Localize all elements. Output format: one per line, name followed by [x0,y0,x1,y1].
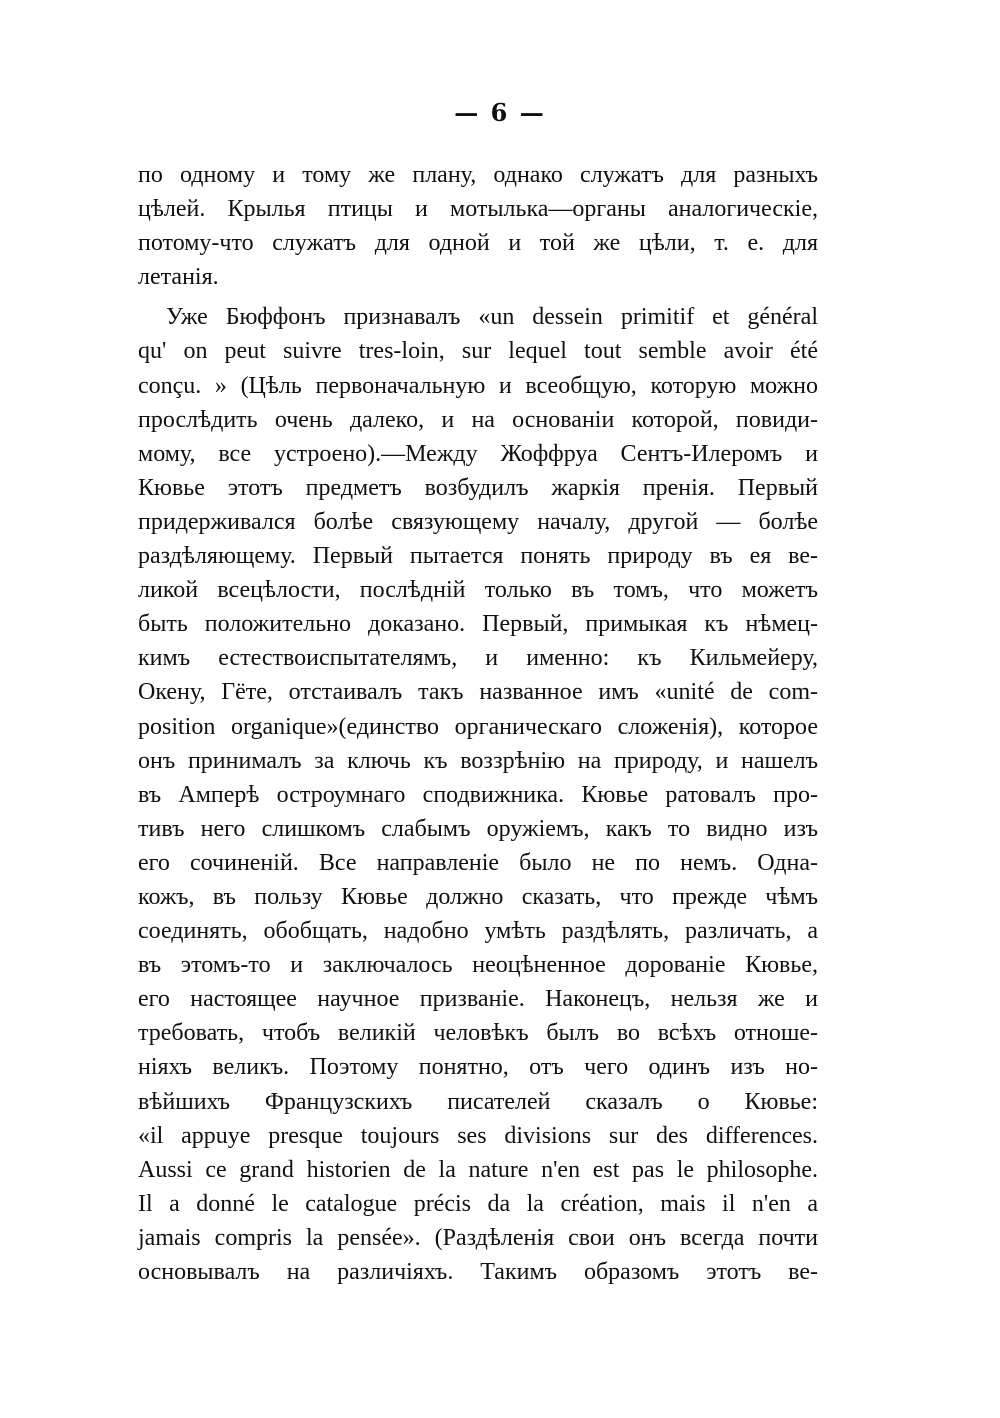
text-line: онъ принималъ за ключь къ воззрѣнію на природу, и нашелъ [138,747,818,774]
text-line: его сочиненій. Все направленіе было не по немъ. Одна- [138,849,818,876]
page-number: — 6 — [454,98,546,127]
text-line: потому-что служатъ для одной и той же цѣли, т. е. для [138,230,818,257]
text-line: въ Амперѣ остроумнаго сподвижника. Кювье ратовалъ про- [138,781,818,808]
text-line: основывалъ на различіяхъ. Такимъ образомъ этотъ ве- [138,1259,818,1285]
paragraph-2 [138,300,818,1289]
text-line: быть положительно доказано. Первый, примыкая къ нѣмец- [138,611,818,638]
text-line: conçu. » (Цѣль первоначальную и всеобщую, которую можно [138,372,818,399]
text-line: Уже Бюффонъ признавалъ «un dessein primitif et général [166,304,818,331]
text-line: соединять, обобщать, надобно умѣть раздѣлять, различать, а [138,918,818,945]
text-line: по одному и тому же плану, однако служатъ для разныхъ [138,162,818,188]
text-line: jamais compris la pensée». (Раздѣленія свои онъ всегда почти [138,1224,818,1251]
text-line: прослѣдить очень далеко, и на основаніи которой, повиди- [138,406,818,433]
text-line: придерживался болѣе связующему началу, другой — болѣе [138,508,818,535]
text-line: тивъ него слишкомъ слабымъ оружіемъ, какъ то видно изъ [138,815,818,842]
text-line: Кювье этотъ предметъ возбудилъ жаркія пренія. Первый [138,474,818,501]
text-line: кимъ естествоиспытателямъ, и именно: къ Кильмейеру, [138,645,818,672]
text-line: мому, все устроено).—Между Жоффруа Сентъ-Илеромъ и [138,440,818,467]
text-line: ніяхъ великъ. Поэтому понятно, отъ чего одинъ изъ но- [138,1054,818,1081]
body-text [138,158,818,1289]
text-line: раздѣляющему. Первый пытается понять природу въ ея ве- [138,543,818,570]
text-line: qu' on peut suivre tres-loin, sur lequel tout semble avoir été [138,338,818,365]
text-line: его настоящее научное призваніе. Наконецъ, нельзя же и [138,986,818,1013]
text-line: ликой всецѣлости, послѣдній только въ томъ, что можетъ [138,577,818,604]
text-line: Окену, Гёте, отстаивалъ такъ названное имъ «unité de com- [138,679,818,706]
text-line: вѣйшихъ Французскихъ писателей сказалъ о Кювье: [138,1088,818,1115]
text-line: Il a donné le catalogue précis da la création, mais il n'en a [138,1190,818,1217]
text-line: цѣлей. Крылья птицы и мотылька—органы аналогическіе, [138,196,818,223]
text-line: position organique»(единство органическаго сложенія), которое [138,713,818,740]
text-line: въ этомъ-то и заключалось неоцѣненное дорованіе Кювье, [138,952,818,979]
text-line: кожъ, въ пользу Кювье должно сказать, что прежде чѣмъ [138,883,818,910]
text-line: «il appuye presque toujours ses divisions sur des differences. [138,1122,818,1149]
paragraph-1 [138,158,818,294]
text-line: Aussi ce grand historien de la nature n'en est pas le philosophe. [138,1156,818,1183]
text-line: требовать, чтобъ великій человѣкъ былъ во всѣхъ отноше- [138,1020,818,1047]
text-line: летанія. [138,264,219,291]
